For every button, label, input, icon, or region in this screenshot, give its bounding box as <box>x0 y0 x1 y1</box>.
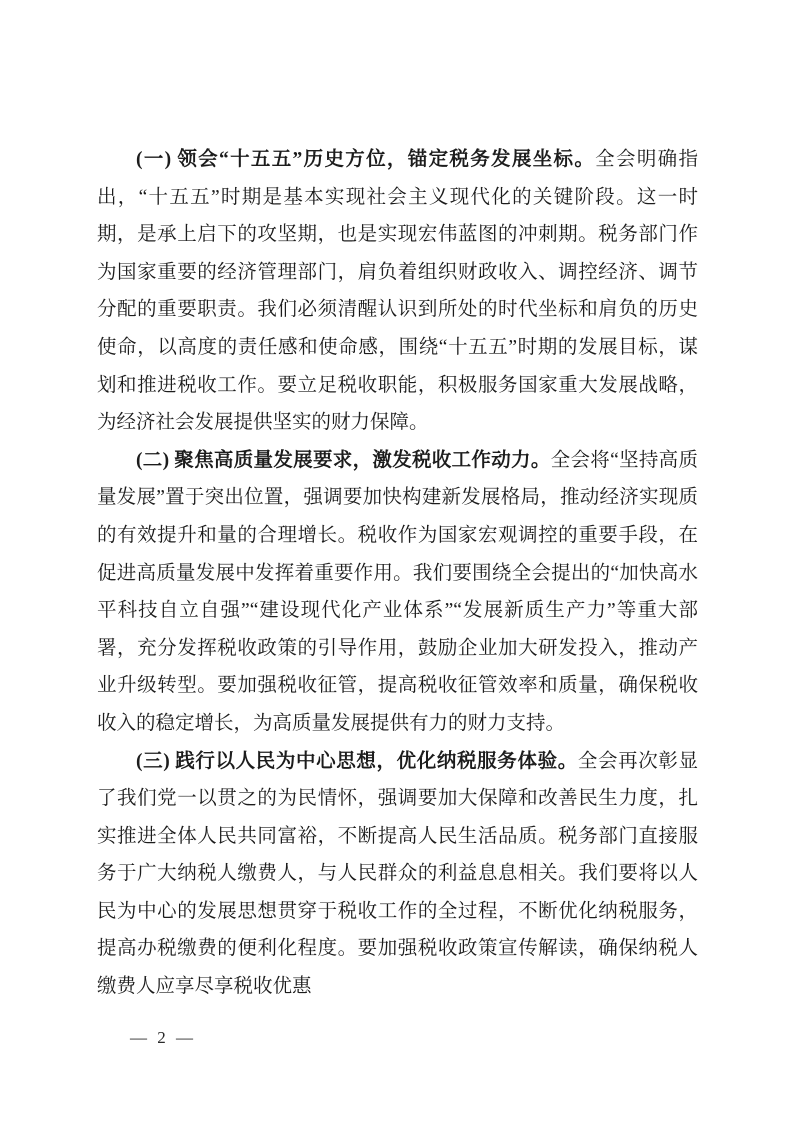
paragraph-3 <box>97 743 698 1006</box>
page-number: — 2 — <box>130 1028 196 1047</box>
paragraph-1 <box>97 141 698 442</box>
paragraph-2-heading: (二) 聚焦高质量发展要求，激发税收工作动力。 <box>136 449 551 471</box>
paragraph-1-body: 全会明确指出，“十五五”时期是基本实现社会主义现代化的关键阶段。这一时期，是承上启下的攻坚期，也是实现宏伟蓝图的冲刺期。税务部门作为国家重要的经济管理部门，肩负着组织财政收入、调控经济、调节分配的重要职责。我们必须清醒认识到所处的时代坐标和肩负的历史使命，以高度的责任感和使命感，围绕“十五五”时期的发展目标，谋划和推进税收工作。要立足税收职能，积极服务国家重大发展战略，为经济社会发展提供坚实的财力保障。 <box>97 149 698 434</box>
document-body <box>97 141 698 1006</box>
paragraph-1-heading: (一) 领会“十五五”历史方位，锚定税务发展坐标。 <box>136 149 596 170</box>
paragraph-3-heading: (三) 践行以人民为中心思想，优化纳税服务体验。 <box>136 750 578 772</box>
paragraph-2 <box>97 442 698 743</box>
paragraph-2-body: 全会将“坚持高质量发展”置于突出位置，强调要加快构建新发展格局，推动经济实现质的有效提升和量的合理增长。税收作为国家宏观调控的重要手段，在促进高质量发展中发挥着重要作用。我们要围绕全会提出的“加快高水平科技自立自强”“建设现代化产业体系”“发展新质生产力”等重大部署，充分发挥税收政策的引导作用，鼓励企业加大研发投入，推动产业升级转型。要加强税收征管，提高税收征管效率和质量，确保税收收入的稳定增长，为高质量发展提供有力的财力支持。 <box>97 449 698 734</box>
paragraph-3-body: 全会再次彰显了我们党一以贯之的为民情怀，强调要加大保障和改善民生力度，扎实推进全体人民共同富裕，不断提高人民生活品质。税务部门直接服务于广大纳税人缴费人，与人民群众的利益息息相关。我们要将以人民为中心的发展思想贯穿于税收工作的全过程，不断优化纳税服务，提高办税缴费的便利化程度。要加强税收政策宣传解读，确保纳税人缴费人应享尽享税收优惠 <box>97 750 698 998</box>
